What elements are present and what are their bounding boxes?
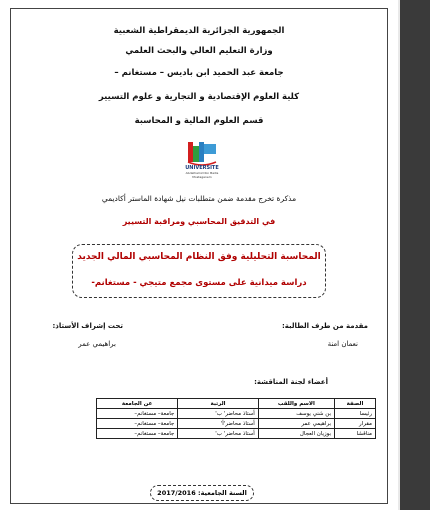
logo-subtext: Abdelhamid Ibn Badis bbox=[185, 171, 219, 175]
memo-description: مذكرة تخرج مقدمة ضمن متطلبات نيل شهادة الماستر أكاديمي bbox=[101, 194, 297, 203]
table-row bbox=[97, 409, 376, 419]
supervisor-label: تحت إشراف الأستاذ: bbox=[52, 322, 123, 330]
supervisor-name: براهيمي عمر bbox=[78, 340, 116, 348]
university-logo bbox=[182, 140, 222, 182]
cell-name: براهيمي عمر bbox=[258, 419, 334, 429]
student-label: مقدمة من طرف الطالبة: bbox=[281, 322, 368, 330]
cell-name: بوزيان العجال bbox=[258, 429, 334, 439]
faculty-name: كلية العلوم الإقتصادية و التجارية و علوم التسيير bbox=[98, 92, 300, 102]
cell-university: جامعة– مستغانم– bbox=[97, 409, 178, 419]
committee-table bbox=[96, 398, 376, 439]
cell-rank: أستاذ محاضر' ب' bbox=[178, 429, 259, 439]
header-university: عن الجامعة bbox=[97, 399, 178, 409]
table-row bbox=[97, 419, 376, 429]
ministry-name: وزارة التعليم العالي والبحث العلمي bbox=[125, 46, 273, 56]
cell-role: رئيسا bbox=[335, 409, 376, 419]
student-name: نعمان امنة bbox=[327, 340, 358, 348]
cell-name: بن شني يوسف bbox=[258, 409, 334, 419]
cell-role: مناقشا bbox=[335, 429, 376, 439]
cell-rank: أستاذ محاضر'أ' bbox=[178, 419, 259, 429]
republic-name: الجمهورية الجزائرية الديمقراطية الشعبية bbox=[113, 26, 285, 36]
logo-city: Mostaganem bbox=[192, 175, 212, 179]
department-name: قسم العلوم المالية و المحاسبة bbox=[134, 116, 264, 126]
cell-university: جامعة– مستغانم– bbox=[97, 429, 178, 439]
cell-role: مقرار bbox=[335, 419, 376, 429]
academic-year: السنة الجامعية: 2017/2016 bbox=[150, 485, 254, 501]
committee-header-row bbox=[97, 399, 376, 409]
header-name: الاسم واللقب bbox=[258, 399, 334, 409]
cell-rank: أستاذ محاضر' ب' bbox=[178, 409, 259, 419]
university-name: جامعة عبد الحميد ابن باديس – مستغانم – bbox=[114, 68, 284, 78]
case-study-subtitle: دراسة ميدانية على مستوى مجمع متيجي - مستغانم- bbox=[91, 278, 307, 288]
memo-specialty: في التدقيق المحاسبي ومراقبة التسيير bbox=[122, 217, 276, 226]
cell-university: جامعة– مستغانم– bbox=[97, 419, 178, 429]
header-rank: الرتبة bbox=[178, 399, 259, 409]
thesis-title: المحاسبة التحليلية وفق النظام المحاسبي المالي الجديد bbox=[77, 252, 321, 262]
committee-label: أعضاء لجنة المناقشة: bbox=[254, 378, 328, 386]
viewer-side-panel[interactable] bbox=[400, 0, 430, 510]
header-role: الصفة bbox=[335, 399, 376, 409]
logo-text: UNIVERSITE bbox=[185, 165, 219, 171]
table-row bbox=[97, 429, 376, 439]
